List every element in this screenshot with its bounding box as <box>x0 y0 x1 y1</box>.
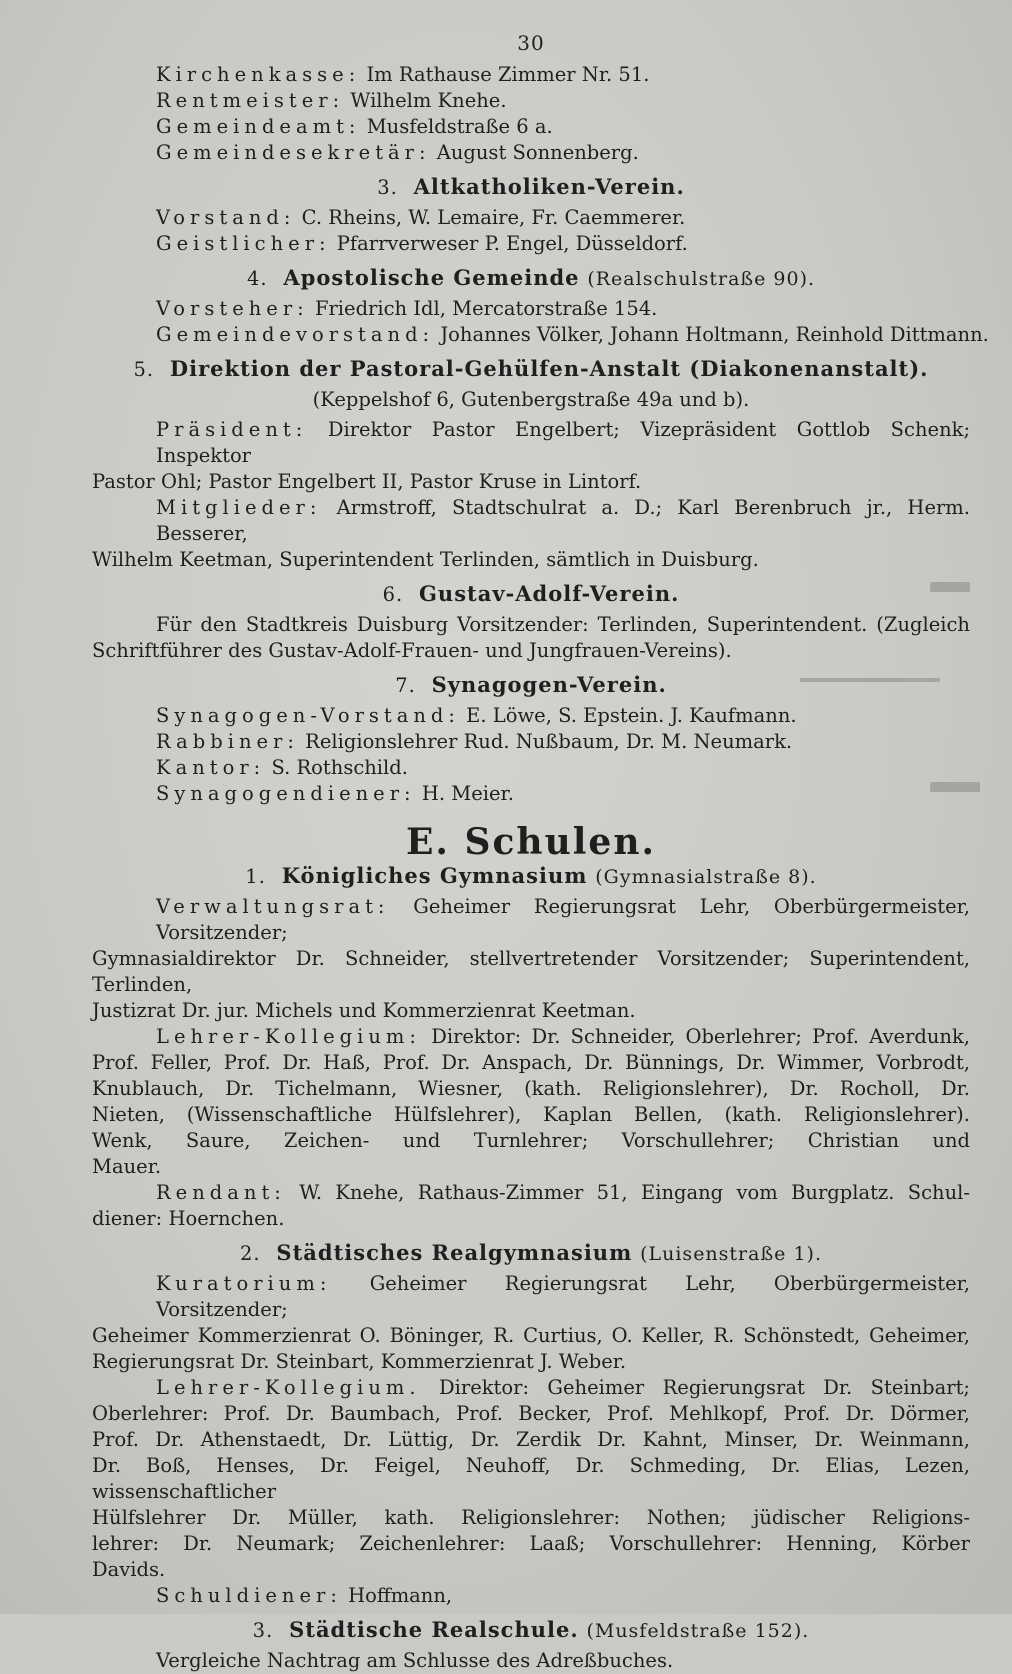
heading-realschule <box>92 1617 970 1644</box>
block-4 <box>92 296 989 348</box>
entry-line <box>92 894 970 946</box>
entry-line <box>92 469 970 495</box>
section-title-schulen: E. Schulen. <box>405 821 657 863</box>
entry-key: Kantor: <box>156 756 266 779</box>
entry-text: August Sonnenberg. <box>436 141 639 164</box>
entry-text: Prof. Feller, Prof. Dr. Haß, Prof. Dr. Anspach, Dr. Bünnings, Dr. Wimmer, Vorbrodt, <box>92 1051 970 1074</box>
entry-key: Verwaltungsrat: <box>156 895 390 918</box>
block-6 <box>92 612 970 664</box>
entry-line <box>92 495 970 547</box>
heading-title: Apostolische Gemeinde <box>283 265 580 290</box>
heading-title: Städtische Realschule. <box>289 1617 579 1642</box>
entry-text: C. Rheins, W. Lemaire, Fr. Caemmerer. <box>301 206 686 229</box>
heading-subtitle: (Keppelshof 6, Gutenbergstraße 49a und b). <box>312 388 750 411</box>
entry-line <box>92 1583 970 1609</box>
entry-line <box>92 729 970 755</box>
entry-line <box>92 205 970 231</box>
entry-text: Regierungsrat Dr. Steinbart, Kommerzienrat J. Weber. <box>92 1350 627 1373</box>
entry-key: Geistlicher: <box>156 232 331 255</box>
entry-text: Für den Stadtkreis Duisburg Vorsitzender: Terlinden, Superintendent. (Zugleich <box>156 613 970 636</box>
block-7 <box>92 703 970 807</box>
entry-line <box>92 1271 970 1323</box>
entry-text: Mauer. <box>92 1155 162 1178</box>
entry-line <box>92 231 970 257</box>
entry-text: Im Rathause Zimmer Nr. 51. <box>366 63 650 86</box>
entry-key: Rendant: <box>156 1181 286 1204</box>
heading-altkatholiken <box>92 174 970 201</box>
entry-line <box>92 1349 970 1375</box>
heading-number: 2. <box>240 1242 261 1265</box>
entry-line <box>92 1128 970 1154</box>
entry-line <box>92 1323 970 1349</box>
entry-text: Hoffmann, <box>348 1584 453 1607</box>
entry-text: Geheimer Regierungsrat Lehr, Oberbürgermeister, Vorsitzender; <box>156 1272 970 1321</box>
entry-text: Hülfslehrer Dr. Müller, kath. Religionslehrer: Nothen; jüdischer Religions- <box>92 1506 970 1529</box>
entry-text: Direktor: Geheimer Regierungsrat Dr. Steinbart; <box>439 1376 970 1399</box>
heading-address: (Realschulstraße 90). <box>587 268 816 290</box>
heading-address: (Musfeldstraße 152). <box>586 1620 810 1642</box>
heading-gymnasium <box>92 863 970 890</box>
entry-text: H. Meier. <box>421 782 514 805</box>
entry-line <box>92 1102 970 1128</box>
entry-text: W. Knehe, Rathaus-Zimmer 51, Eingang vom Burgplatz. Schul- <box>299 1181 970 1204</box>
heading-title: Städtisches Realgymnasium <box>276 1240 633 1265</box>
entry-line <box>92 140 970 166</box>
entry-line <box>92 1505 970 1531</box>
heading-number: 6. <box>382 583 404 606</box>
entry-line <box>92 1401 970 1427</box>
entry-text: Pfarrverweser P. Engel, Düsseldorf. <box>336 232 688 255</box>
entry-line <box>92 703 970 729</box>
entry-text: E. Löwe, S. Epstein. J. Kaufmann. <box>466 704 797 727</box>
entry-text: Geheimer Kommerzienrat O. Böninger, R. Curtius, O. Keller, R. Schönstedt, Geheimer, <box>92 1324 970 1347</box>
entry-key: Mitglieder: <box>156 496 322 519</box>
heading-title: Königliches Gymnasium <box>281 863 588 888</box>
entry-line <box>92 1648 970 1674</box>
entry-line <box>92 62 970 88</box>
entry-line <box>92 1076 970 1102</box>
entry-line <box>92 88 970 114</box>
entry-key: Kuratorium: <box>156 1272 332 1295</box>
entry-key: Lehrer-Kollegium: <box>156 1025 421 1048</box>
entry-line <box>92 1050 970 1076</box>
entry-key: Kirchenkasse: <box>156 63 361 86</box>
entry-text: Gymnasialdirektor Dr. Schneider, stellvertretender Vorsitzender; Superintendent, Terlinden, <box>92 947 970 996</box>
entry-line <box>92 1427 970 1453</box>
entry-key: Gemeindevorstand: <box>156 323 435 346</box>
heading-title: Altkatholiken-Verein. <box>413 174 685 199</box>
entry-text: Wilhelm Knehe. <box>350 89 507 112</box>
entry-text: S. Rothschild. <box>271 756 408 779</box>
entry-key: Präsident: <box>156 418 308 441</box>
entry-line <box>92 1531 970 1557</box>
entry-text: diener: Hoernchen. <box>92 1207 285 1230</box>
entry-text: Knublauch, Dr. Tichelmann, Wiesner, (kath. Religionslehrer), Dr. Rocholl, Dr. <box>92 1077 970 1100</box>
entry-text: Friedrich Idl, Mercatorstraße 154. <box>314 297 658 320</box>
heading-title: Synagogen-Verein. <box>431 672 667 697</box>
heading-realgymnasium <box>92 1240 970 1267</box>
heading-number: 4. <box>246 267 268 290</box>
entry-key: Schuldiener: <box>156 1584 342 1607</box>
entry-line <box>92 946 970 998</box>
heading-title: Direktion der Pastoral-Gehülfen-Anstalt (Diakonenanstalt). <box>169 356 929 381</box>
entry-text: Armstroff, Stadtschulrat a. D.; Karl Berenbruch jr., Herm. Besserer, <box>156 496 970 545</box>
entry-text: Geheimer Regierungsrat Lehr, Oberbürgermeister, Vorsitzender; <box>156 895 970 944</box>
entry-line <box>92 417 970 469</box>
block-realschule <box>92 1648 970 1674</box>
entry-text: Nieten, (Wissenschaftliche Hülfslehrer), Kaplan Bellen, (kath. Religionslehrer). <box>92 1103 970 1126</box>
heading-address: (Gymnasialstraße 8). <box>595 866 817 888</box>
entry-key: Rentmeister: <box>156 89 345 112</box>
entry-line <box>92 612 970 638</box>
heading-title: Gustav-Adolf-Verein. <box>419 581 680 606</box>
block-3 <box>92 205 970 257</box>
entry-line <box>92 638 970 664</box>
entry-line <box>92 1453 970 1505</box>
entry-text: Davids. <box>92 1558 166 1581</box>
entry-key: Synagogen-Vorstand: <box>156 704 460 727</box>
heading-apostolische <box>92 265 970 292</box>
entry-line <box>92 1206 970 1232</box>
entry-text: Direktor Pastor Engelbert; Vizepräsident Gottlob Schenk; Inspektor <box>156 418 971 467</box>
entry-line <box>92 296 970 322</box>
page-content <box>92 30 989 1674</box>
heading-number: 3. <box>252 1619 274 1642</box>
entry-line <box>92 1154 970 1180</box>
heading-number: 7. <box>395 674 416 697</box>
entry-text: Wilhelm Keetman, Superintendent Terlinden, sämtlich in Duisburg. <box>92 548 759 571</box>
entry-key: Rabbiner: <box>156 730 299 753</box>
entry-key: Synagogendiener: <box>156 782 416 805</box>
entry-line <box>92 1024 970 1050</box>
entry-text: Pastor Ohl; Pastor Engelbert II, Pastor Kruse in Lintorf. <box>92 470 642 493</box>
entry-line <box>92 1375 970 1401</box>
entry-text: Schriftführer des Gustav-Adolf-Frauen- und Jungfrauen-Vereins). <box>92 639 732 662</box>
entry-text: Dr. Boß, Henses, Dr. Feigel, Neuhoff, Dr. Schmeding, Dr. Elias, Lezen, wissenschaftlicher <box>92 1454 970 1503</box>
entry-line <box>92 322 989 348</box>
entry-text: Prof. Dr. Athenstaedt, Dr. Lüttig, Dr. Zerdik Dr. Kahnt, Minser, Dr. Weinmann, <box>92 1428 970 1451</box>
block-0 <box>92 62 970 166</box>
heading-gustav-adolf <box>92 581 970 608</box>
entry-line <box>92 781 970 807</box>
entry-line <box>92 1180 970 1206</box>
block-realgymnasium <box>92 1271 970 1609</box>
heading-diakonenanstalt <box>92 356 970 383</box>
heading-number: 1. <box>245 865 266 888</box>
entry-key: Lehrer-Kollegium. <box>156 1376 421 1399</box>
page-number: 30 <box>517 31 545 55</box>
block-5 <box>92 417 970 573</box>
entry-key: Vorstand: <box>156 206 296 229</box>
entry-key: Gemeindesekretär: <box>156 141 431 164</box>
entry-text: Direktor: Dr. Schneider, Oberlehrer; Prof. Averdunk, <box>431 1025 971 1048</box>
heading-number: 3. <box>377 176 398 199</box>
heading-synagogen <box>92 672 970 699</box>
entry-line <box>92 547 970 573</box>
entry-text: Wenk, Saure, Zeichen- und Turnlehrer; Vorschullehrer; Christian und <box>92 1129 970 1152</box>
entry-line <box>92 755 970 781</box>
block-gymnasium <box>92 894 970 1232</box>
entry-text: Johannes Völker, Johann Holtmann, Reinhold Dittmann. <box>440 323 989 346</box>
heading-number: 5. <box>133 358 155 381</box>
entry-line <box>92 998 970 1024</box>
heading-address: (Luisenstraße 1). <box>640 1243 822 1265</box>
entry-line <box>92 1557 970 1583</box>
entry-key: Gemeindeamt: <box>156 115 361 138</box>
entry-text: Justizrat Dr. jur. Michels und Kommerzienrat Keetman. <box>92 999 636 1022</box>
entry-text: lehrer: Dr. Neumark; Zeichenlehrer: Laaß; Vorschullehrer: Henning, Körber <box>92 1532 970 1555</box>
entry-text: Oberlehrer: Prof. Dr. Baumbach, Prof. Becker, Prof. Mehlkopf, Prof. Dr. Dörmer, <box>92 1402 970 1425</box>
entry-text: Vergleiche Nachtrag am Schlusse des Adreßbuches. <box>156 1649 674 1672</box>
entry-text: Religionslehrer Rud. Nußbaum, Dr. M. Neumark. <box>305 730 793 753</box>
entry-line <box>92 114 970 140</box>
entry-key: Vorsteher: <box>156 297 309 320</box>
entry-text: Musfeldstraße 6 a. <box>366 115 553 138</box>
